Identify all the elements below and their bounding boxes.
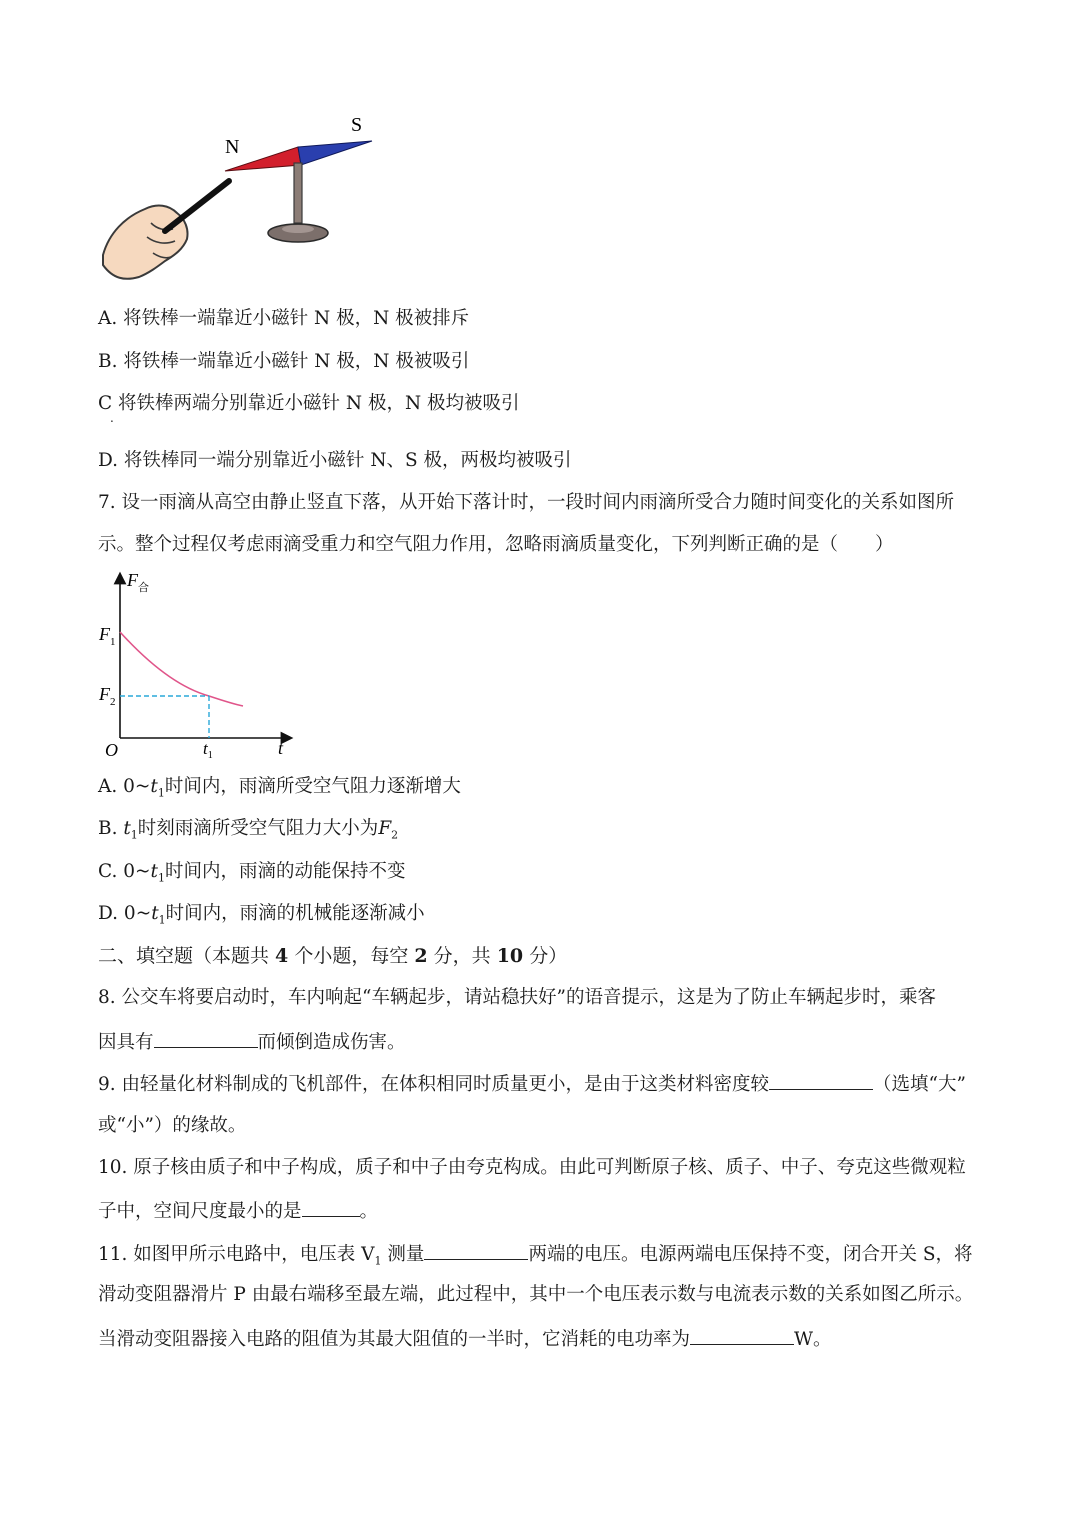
q6-option-c-dot: . [110, 411, 114, 425]
q6-option-a: A. 将铁棒一端靠近小磁针 N 极，N 极被排斥 [98, 308, 470, 329]
q11-answer-blank-2[interactable] [690, 1326, 794, 1345]
force-curve [120, 632, 243, 706]
y-axis-label: $F_合$ [127, 570, 149, 594]
q7-stem-line1: 7. 设一雨滴从高空由静止竖直下落，从开始下落计时，一段时间内雨滴所受合力随时间变化的关系如图所 [98, 492, 955, 513]
q11-answer-blank-1[interactable] [424, 1241, 528, 1260]
q10-line1: 10. 原子核由质子和中子构成，质子和中子由夸克构成。由此可判断原子核、质子、中子、夸克这些微观粒 [98, 1157, 966, 1178]
t1-label: $t_1$ [203, 739, 213, 761]
x-axis-label: t [278, 738, 284, 758]
q8-answer-blank[interactable] [154, 1029, 258, 1048]
q6-option-d: D. 将铁棒同一端分别靠近小磁针 N、S 极，两极均被吸引 [98, 450, 572, 471]
magnet-needle-s-half [298, 141, 372, 165]
q10-line2: 子中，空间尺度最小的是 。 [98, 1198, 378, 1224]
q6-option-c: C 将铁棒两端分别靠近小磁针 N 极，N 极均被吸引 [98, 393, 520, 414]
q9-line2: 或“小”）的缘故。 [98, 1115, 247, 1136]
section2-heading: 二、填空题（本题共 4 个小题，每空 2 分，共 10 分） [98, 945, 568, 967]
q8-line1: 8. 公交车将要启动时，车内响起“车辆起步，请站稳扶好”的语音提示，这是为了防止车辆起步时，乘客 [98, 987, 936, 1008]
q11-line2: 滑动变阻器滑片 P 由最右端移至最左端，此过程中，其中一个电压表示数与电流表示数的关系如图乙所示。 [98, 1284, 974, 1305]
q11-line1: 11. 如图甲所示电路中，电压表 $V_1$ 测量 两端的电压。电源两端电压保持不变，闭合开关 S，将 [98, 1241, 973, 1274]
q10-answer-blank[interactable] [302, 1198, 360, 1217]
q8-line2: 因具有 而倾倒造成伤害。 [98, 1029, 406, 1055]
magnet-label-s: S [351, 114, 363, 136]
origin-label: O [105, 740, 118, 760]
q7-option-d: D. $0\sim t_1$时间内，雨滴的机械能逐渐减小 [98, 903, 425, 927]
q7-option-a: A. $0\sim t_1$时间内，雨滴所受空气阻力逐渐增大 [98, 776, 461, 800]
q11-line3: 当滑动变阻器接入电路的阻值为其最大阻值的一半时，它消耗的电功率为 W。 [98, 1326, 832, 1352]
f2-label: $F_2$ [99, 684, 116, 708]
q7-option-b: B. $t_1$时刻雨滴所受空气阻力大小为$F_2$ [98, 818, 399, 842]
q9-line1: 9. 由轻量化材料制成的飞机部件，在体积相同时质量更小，是由于这类材料密度较 （选填“大” [98, 1071, 966, 1097]
magnet-label-n: N [225, 136, 240, 158]
needle-stand-pole [294, 163, 302, 223]
q6-option-b: B. 将铁棒一端靠近小磁针 N 极，N 极被吸引 [98, 351, 470, 372]
q9-answer-blank[interactable] [769, 1071, 873, 1090]
magnet-figure [95, 105, 395, 285]
force-time-graph [95, 570, 305, 765]
iron-rod [165, 181, 229, 231]
q7-option-c: C. $0\sim t_1$时间内，雨滴的动能保持不变 [98, 861, 406, 885]
f1-label: $F_1$ [99, 624, 116, 648]
q7-stem-line2: 示。整个过程仅考虑雨滴受重力和空气阻力作用，忽略雨滴质量变化，下列判断正确的是（ ） [98, 534, 894, 555]
hand-illustration [103, 206, 188, 279]
